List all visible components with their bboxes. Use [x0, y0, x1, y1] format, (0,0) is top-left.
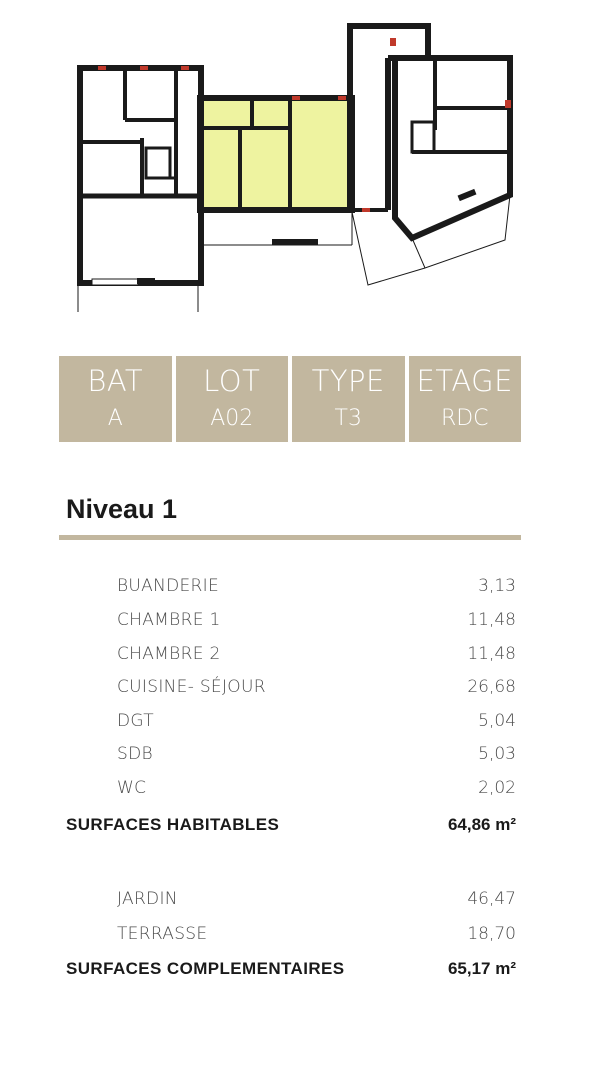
complementary-total-label: SURFACES COMPLEMENTAIRES [66, 959, 345, 978]
room-area: 11,48 [467, 644, 516, 664]
room-name: CUISINE- SÉJOUR [117, 677, 266, 697]
table-row [0, 889, 595, 919]
room-name: CHAMBRE 2 [117, 644, 221, 664]
room-name: SDB [117, 744, 153, 764]
table-row [0, 711, 595, 741]
floor-plan [0, 0, 595, 330]
type-cell [292, 356, 405, 442]
lot-label: LOT [203, 364, 261, 398]
table-row [0, 744, 595, 774]
room-area: 2,02 [478, 778, 516, 798]
room-name: DGT [117, 711, 154, 731]
type-value: T3 [334, 406, 362, 431]
table-row [0, 778, 595, 808]
room-area: 11,48 [467, 610, 516, 630]
bat-value: A [107, 406, 123, 431]
complementary-total-row [0, 959, 595, 989]
left-building [78, 68, 201, 312]
complementary-total-value: 65,17 m² [447, 959, 516, 978]
table-row [0, 924, 595, 954]
etage-label: ETAGE [416, 364, 513, 398]
highlighted-apartment [200, 98, 352, 210]
habitable-total-row [0, 815, 595, 845]
level-divider [59, 535, 521, 540]
room-area: 5,03 [478, 744, 516, 764]
table-row [0, 610, 595, 640]
habitable-total-value: 64,86 m² [447, 815, 516, 834]
habitable-total-label: SURFACES HABITABLES [66, 815, 280, 834]
etage-cell [409, 356, 522, 442]
right-building [352, 58, 510, 285]
etage-value: RDC [440, 406, 489, 431]
table-row [0, 644, 595, 674]
lot-value: A02 [210, 406, 254, 431]
lot-cell [176, 356, 289, 442]
room-name: JARDIN [117, 889, 178, 909]
room-name: WC [117, 778, 147, 798]
room-area: 5,04 [478, 711, 516, 731]
room-name: CHAMBRE 1 [117, 610, 221, 630]
room-area: 46,47 [467, 889, 516, 909]
corridor [350, 26, 428, 212]
room-area: 18,70 [467, 924, 516, 944]
type-label: TYPE [311, 364, 385, 398]
table-row [0, 677, 595, 707]
room-name: TERRASSE [117, 924, 208, 944]
room-name: BUANDERIE [117, 576, 220, 596]
bat-cell [59, 356, 172, 442]
bat-label: BAT [87, 364, 144, 398]
room-area: 3,13 [478, 576, 516, 596]
level-title: Niveau 1 [66, 494, 178, 524]
table-row [0, 576, 595, 606]
lot-info-row [59, 356, 521, 442]
room-area: 26,68 [467, 677, 516, 697]
